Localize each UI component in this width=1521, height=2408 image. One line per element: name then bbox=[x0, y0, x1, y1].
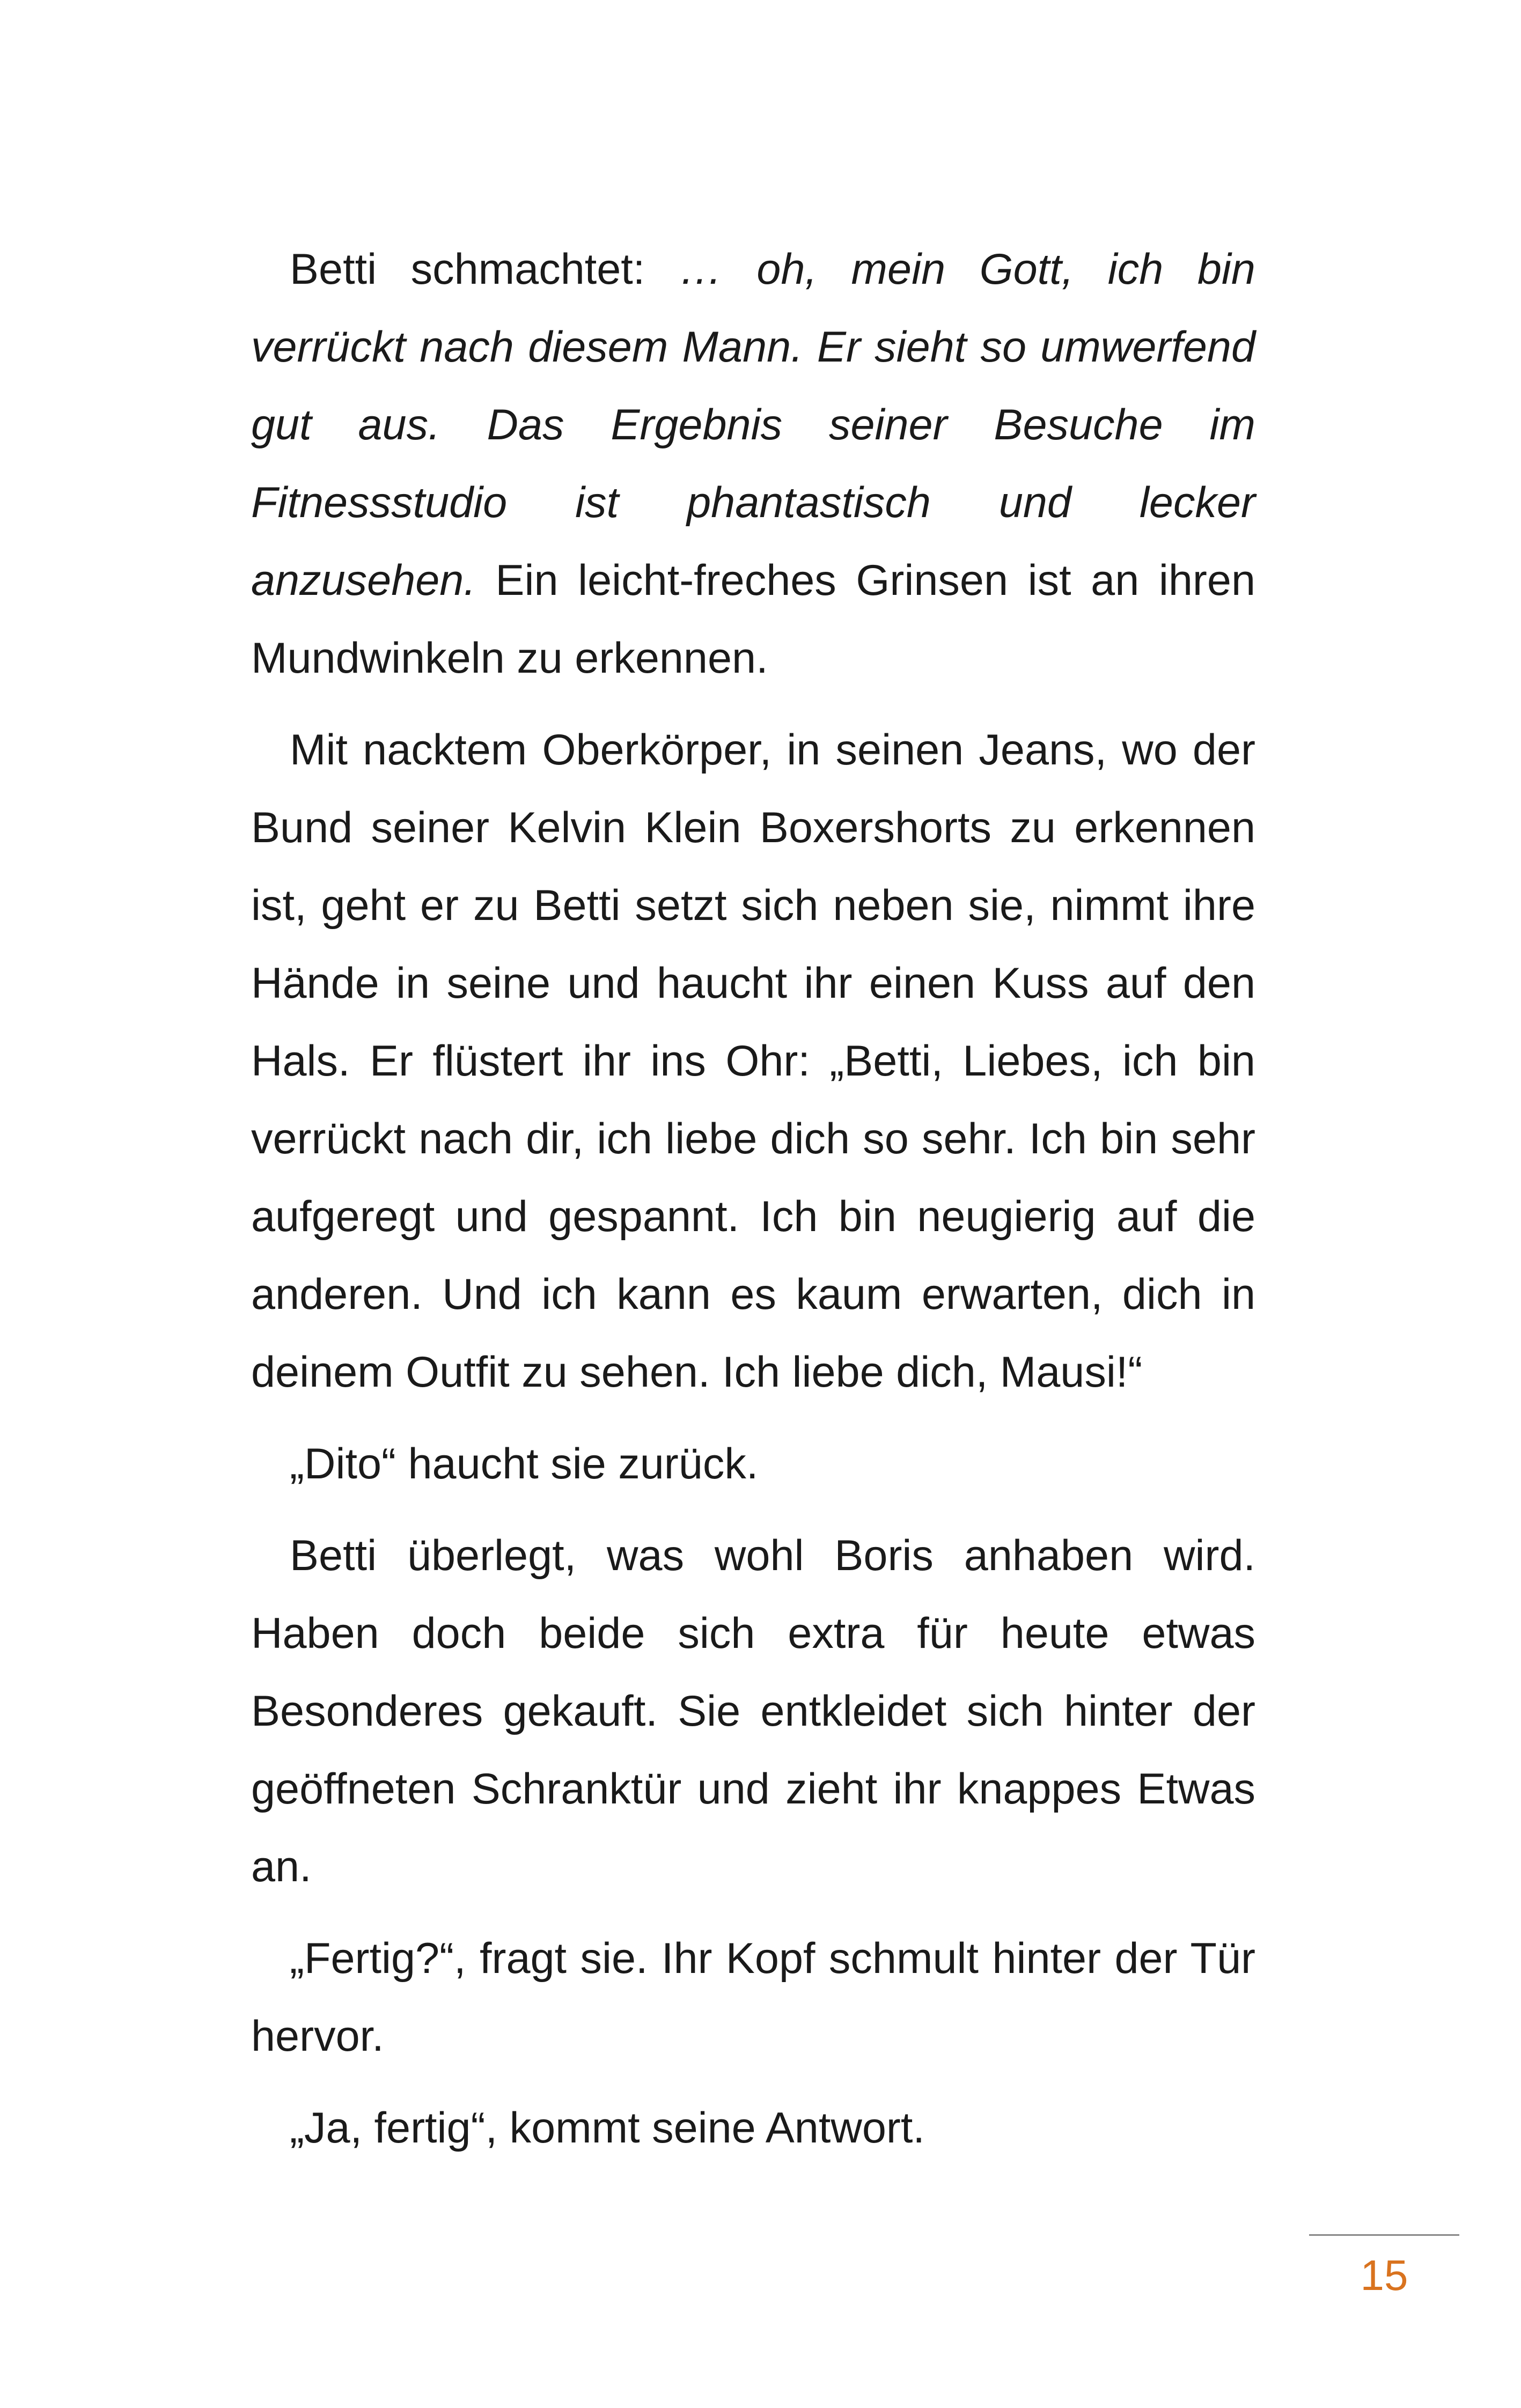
paragraph-6 bbox=[251, 2089, 1255, 2167]
footer-divider bbox=[1309, 2234, 1459, 2236]
paragraph-2 bbox=[251, 711, 1255, 1411]
paragraph-5-text: „Fertig?“, fragt sie. Ihr Kopf schmult hinter der Tür hervor. bbox=[251, 1934, 1255, 2060]
paragraph-1-italic-thought: … oh, mein Gott, ich bin verrückt nach diesem Mann. Er sieht so umwerfend gut aus. Das Ergebnis seiner Besuche im Fitnessstudio ist phantastisch und lecker anzusehen. bbox=[251, 245, 1255, 605]
paragraph-2-text: Mit nacktem Oberkörper, in seinen Jeans, wo der Bund seiner Kelvin Klein Boxershorts zu erkennen ist, geht er zu Betti setzt sich neben sie, nimmt ihre Hände in seine und haucht ihr einen Kuss auf den Hals. Er flüstert ihr ins Ohr: „Betti, Liebes, ich bin verrückt nach dir, ich liebe dich so sehr. Ich bin sehr aufgeregt und gespannt. Ich bin neugierig auf die anderen. Und ich kann es kaum erwarten, dich in deinem Outfit zu sehen. Ich liebe dich, Mausi!“ bbox=[251, 726, 1255, 1396]
paragraph-1-text-end: Ein leicht-freches Grinsen ist an ihren Mundwinkeln zu erkennen. bbox=[251, 556, 1255, 682]
paragraph-4 bbox=[251, 1517, 1255, 1906]
paragraph-4-text: Betti überlegt, was wohl Boris anhaben wird. Haben doch beide sich extra für heute etwas Besonderes gekauft. Sie entkleidet sich hinter der geöffneten Schranktür und zieht ihr knappes Etwas an. bbox=[251, 1531, 1255, 1891]
paragraph-3-text: „Dito“ haucht sie zurück. bbox=[290, 1440, 759, 1488]
paragraph-5 bbox=[251, 1920, 1255, 2075]
paragraph-1-text: Betti schmachtet: bbox=[290, 245, 679, 293]
page-number: 15 bbox=[1360, 2251, 1408, 2299]
paragraph-1 bbox=[251, 231, 1255, 697]
paragraph-6-text: „Ja, fertig“, kommt seine Antwort. bbox=[290, 2104, 925, 2152]
paragraph-3 bbox=[251, 1425, 1255, 1503]
body-text bbox=[251, 231, 1255, 2181]
